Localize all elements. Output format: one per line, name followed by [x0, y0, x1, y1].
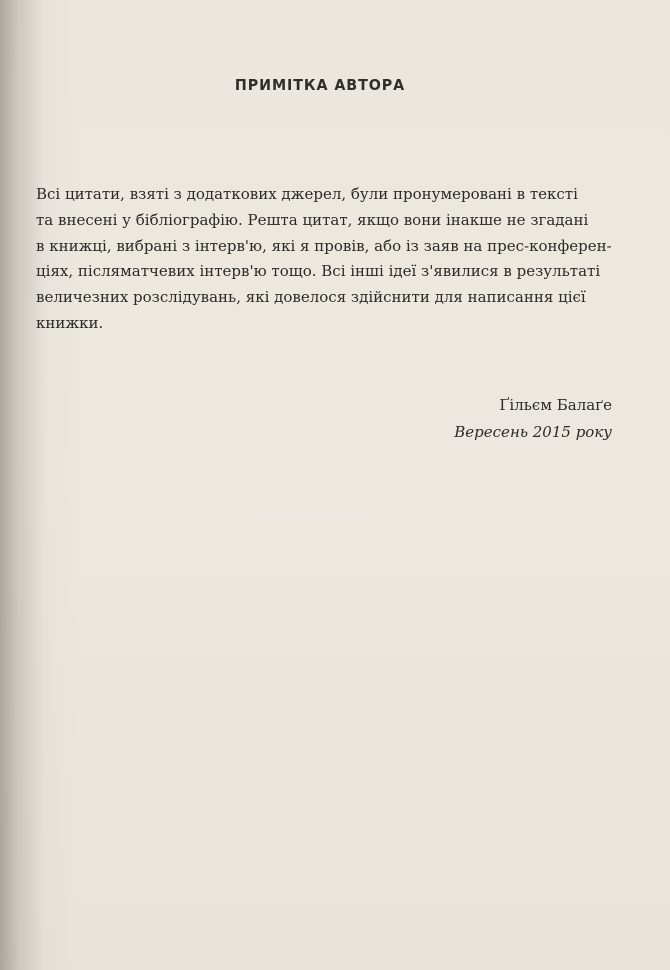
- body-line: та внесені у бібліографію. Решта цитат, якщо вони інакше не згадані: [36, 210, 589, 229]
- note-body: [36, 182, 614, 337]
- body-line: величезних розслідувань, які довелося здійснити для написання цієї: [36, 288, 586, 307]
- body-line: книжки.: [36, 313, 104, 332]
- body-line: ціях, післяматчевих інтерв'ю тощо. Всі інші ідеї з'явилися в результаті: [36, 262, 601, 281]
- body-line: Всі цитати, взяті з додаткових джерел, були пронумеровані в тексті: [36, 185, 578, 203]
- note-date: Вересень 2015 року: [454, 423, 612, 441]
- page-title: ПРИМІТКА АВТОРА: [234, 76, 406, 94]
- body-line: в книжці, вибрані з інтерв'ю, які я провів, або із заяв на прес-конферен-: [36, 236, 612, 255]
- author-signature: Ґільєм Балаґе: [499, 396, 612, 414]
